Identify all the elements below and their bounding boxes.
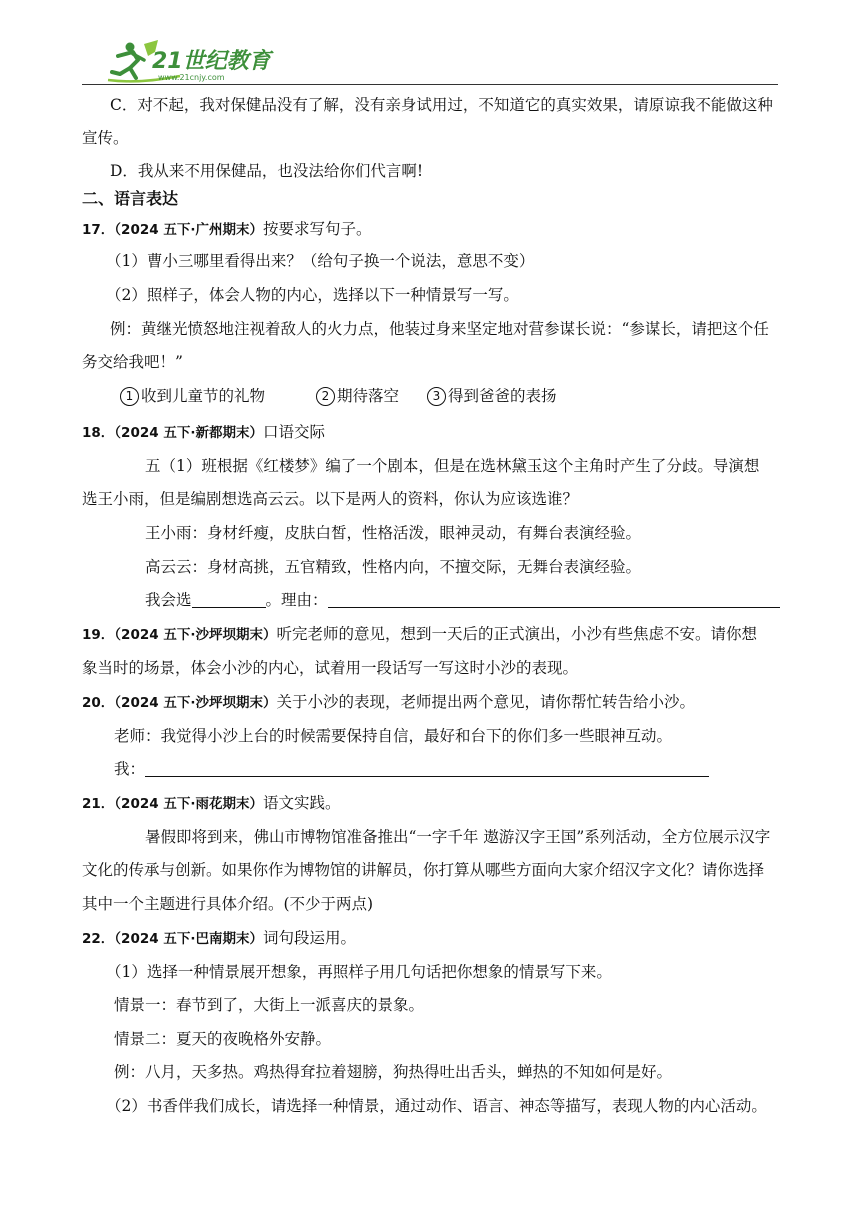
me-answer-blank[interactable] [145, 760, 709, 777]
q17-example-line1: 例：黄继光愤怒地注视着敌人的火力点，他装过身来坚定地对营参谋长说：“参谋长，请把这个任 [110, 320, 769, 338]
page-header [0, 0, 860, 90]
q19-source: （2024 五下·沙坪坝期末） [114, 627, 277, 643]
q22-part2: （2）书香伴我们成长，请选择一种情景，通过动作、语言、神态等描写，表现人物的内心活动。 [106, 1097, 767, 1115]
q19-number: 19． [82, 627, 115, 643]
q18-para-line1: 五（1）班根据《红楼梦》编了一个剧本，但是在选林黛玉这个主角时产生了分歧。导演想 [145, 457, 760, 475]
circled-number-icon: 2 [316, 387, 335, 406]
q18-number: 18． [82, 425, 115, 441]
q22-example: 例：八月，天多热。鸡热得耷拉着翅膀，狗热得吐出舌头，蝉热的不知如何是好。 [114, 1063, 673, 1081]
q22-part1: （1）选择一种情景展开想象，再照样子用几句话把你想象的情景写下来。 [106, 963, 612, 981]
q22-number: 22． [82, 931, 115, 947]
choice-blank[interactable] [192, 591, 266, 608]
q17-example-line2: 务交给我吧！” [82, 353, 183, 371]
q21-para-line1: 暑假即将到来，佛山市博物馆准备推出“一字千年 遨游汉字王国”系列活动，全方位展示汉字 [145, 828, 771, 846]
q18-heading [82, 421, 782, 444]
q17-number: 17． [82, 222, 115, 238]
q17-text: 按要求写句子。 [262, 220, 372, 238]
q21-number: 21． [82, 796, 115, 812]
q19-text-line2: 象当时的场景，体会小沙的内心，试着用一段话写一写这时小沙的表现。 [82, 659, 579, 677]
q21-source: （2024 五下·雨花期末） [114, 796, 263, 812]
section-title: 二、语言表达 [82, 189, 179, 208]
reason-blank[interactable] [328, 591, 780, 608]
q22-text: 词句段运用。 [262, 929, 356, 947]
q20-me-line: 我： [114, 758, 714, 780]
q17-option-1: 1 收到儿童节的礼物 [120, 385, 265, 407]
q18-person1: 王小雨：身材纤瘦，皮肤白皙，性格活泼，眼神灵动，有舞台表演经验。 [145, 524, 642, 542]
q22-heading [82, 927, 782, 950]
logo-url: www.21cnjy.com [158, 73, 225, 82]
site-logo [100, 38, 280, 84]
q20-text: 关于小沙的表现，老师提出两个意见，请你帮忙转告给小沙。 [276, 693, 695, 711]
q21-text: 语文实践。 [262, 794, 341, 812]
q20-source: （2024 五下·沙坪坝期末） [114, 695, 277, 711]
q17-part1: （1）曹小三哪里看得出来？（给句子换一个说法，意思不变） [106, 252, 535, 270]
q17-heading [82, 218, 782, 241]
q21-para-line3: 其中一个主题进行具体介绍。(不少于两点) [82, 895, 374, 913]
q17-source: （2024 五下·广州期末） [114, 222, 263, 238]
q19-heading [82, 623, 782, 646]
q18-person2: 高云云：身材高挑，五官精致，性格内向，不擅交际，无舞台表演经验。 [145, 558, 642, 576]
option-c-line1: C．对不起，我对保健品没有了解，没有亲身试用过，不知道它的真实效果，请原谅我不能做这种 [110, 96, 773, 114]
q17-option-2: 2 期待落空 [316, 385, 399, 407]
q22-scene1: 情景一：春节到了，大街上一派喜庆的景象。 [114, 996, 425, 1014]
q20-heading [82, 691, 782, 714]
option-c-line2: 宣传。 [82, 129, 129, 147]
q20-number: 20． [82, 695, 115, 711]
q18-para-line2: 选王小雨，但是编剧想选高云云。以下是两人的资料，你认为应该选谁？ [82, 490, 579, 508]
q20-teacher: 老师：我觉得小沙上台的时候需要保持自信，最好和台下的你们多一些眼神互动。 [114, 727, 673, 745]
q19-text-line1: 听完老师的意见，想到一天后的正式演出，小沙有些焦虑不安。请你想 [276, 625, 757, 643]
q22-source: （2024 五下·巴南期末） [114, 931, 263, 947]
q17-option-3: 3 得到爸爸的表扬 [427, 385, 557, 407]
logo-text: 21世纪教育 [152, 49, 271, 74]
header-rule [82, 84, 778, 85]
circled-number-icon: 3 [427, 387, 446, 406]
q17-part2: （2）照样子，体会人物的内心，选择以下一种情景写一写。 [106, 286, 519, 304]
q21-heading [82, 792, 782, 815]
option-d: D．我从来不用保健品，也没法给你们代言啊! [110, 162, 424, 180]
q21-para-line2: 文化的传承与创新。如果你作为博物馆的讲解员，你打算从哪些方面向大家介绍汉字文化？请你选择 [82, 861, 765, 879]
q22-scene2: 情景二：夏天的夜晚格外安静。 [114, 1030, 332, 1048]
q18-text: 口语交际 [262, 423, 325, 441]
circled-number-icon: 1 [120, 387, 139, 406]
q18-source: （2024 五下·新都期末） [114, 425, 263, 441]
q18-answer-line: 我会选 。理由： [145, 589, 785, 611]
